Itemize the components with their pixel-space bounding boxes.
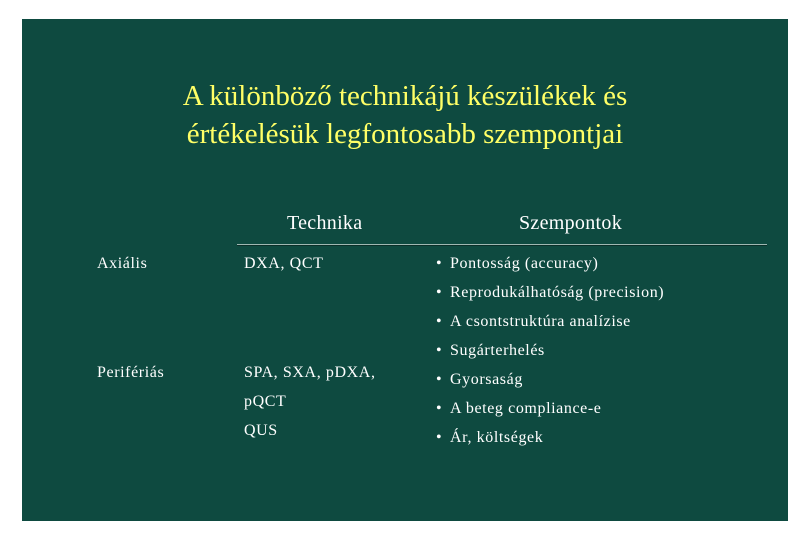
- criteria-item: [436, 278, 664, 307]
- criteria-item: [436, 307, 664, 336]
- bullet-icon: •: [436, 284, 443, 301]
- criteria-text: A csontstruktúra analízise: [450, 313, 631, 330]
- column-header-szempontok: Szempontok: [519, 212, 622, 234]
- tech-axialis-line: DXA, QCT: [244, 255, 324, 272]
- tech-axialis: [244, 249, 323, 278]
- bullet-icon: •: [436, 342, 443, 359]
- criteria-item: [436, 336, 664, 365]
- criteria-text: Sugárterhelés: [450, 342, 545, 359]
- criteria-text: Reprodukálhatóság (precision): [450, 284, 665, 301]
- bullet-icon: •: [436, 400, 443, 417]
- slide-title: [22, 77, 788, 153]
- bullet-icon: •: [436, 255, 443, 272]
- column-header-technika: Technika: [287, 212, 363, 234]
- bullet-icon: •: [436, 313, 443, 330]
- tech-periferias-line: SPA, SXA, pDXA,: [244, 364, 376, 381]
- criteria-text: A beteg compliance-e: [450, 400, 602, 417]
- tech-periferias-line: QUS: [244, 422, 278, 439]
- title-line-1: A különböző technikájú készülékek és: [182, 80, 628, 112]
- criteria-item: [436, 249, 664, 278]
- criteria-item: [436, 423, 664, 452]
- criteria-text: Ár, költségek: [450, 429, 544, 446]
- row-label-axialis: Axiális: [97, 255, 148, 272]
- criteria-text: Gyorsaság: [450, 371, 523, 388]
- tech-periferias-line: pQCT: [244, 393, 287, 410]
- bullet-icon: •: [436, 429, 443, 446]
- slide: [22, 19, 788, 521]
- tech-periferias: [244, 358, 376, 445]
- criteria-text: Pontosság (accuracy): [450, 255, 599, 272]
- criteria-item: [436, 365, 664, 394]
- criteria-item: [436, 394, 664, 423]
- header-divider: [237, 244, 767, 246]
- criteria-list: [436, 249, 664, 452]
- row-label-periferias: Perifériás: [97, 364, 165, 381]
- bullet-icon: •: [436, 371, 443, 388]
- title-line-2: értékelésük legfontosabb szempontjai: [186, 118, 624, 150]
